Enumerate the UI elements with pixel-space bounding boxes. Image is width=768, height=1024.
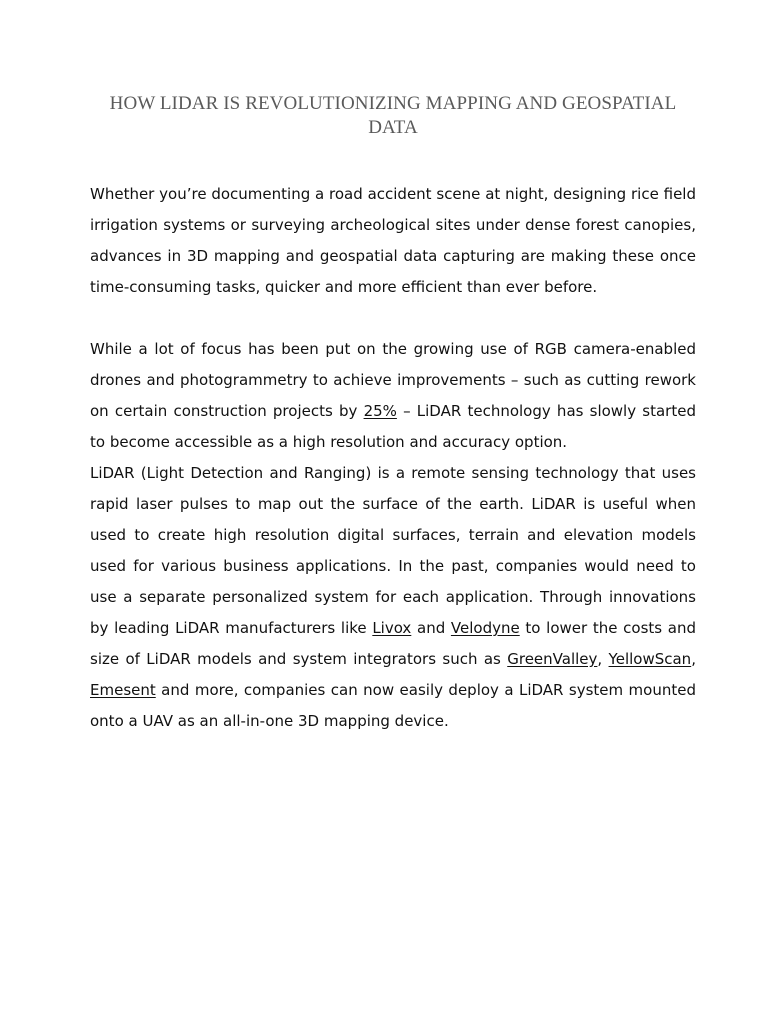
- link-emesent[interactable]: Emesent: [90, 681, 156, 699]
- document-page: [90, 92, 696, 737]
- paragraph-focus-text-a: While a lot of focus has been put on the growing use of RGB camera-enabled drones and photogrammetry to achieve improvements – such as cutting rework on certain construction projects by: [90, 340, 696, 420]
- document-title: HOW LIDAR IS REVOLUTIONIZING MAPPING AND GEOSPATIAL DATA: [109, 93, 677, 138]
- paragraph-lidar-text-f: and more, companies can now easily deploy a LiDAR system mounted onto a UAV as an all-in-one 3D mapping device.: [90, 681, 696, 730]
- paragraph-lidar-text-e: ,: [691, 650, 696, 668]
- paragraph-focus-text-b: – LiDAR technology has slowly started to become accessible as a high resolution and accuracy option.: [90, 402, 696, 451]
- paragraph-lidar-text-b: and: [411, 619, 451, 637]
- link-velodyne[interactable]: Velodyne: [450, 619, 520, 637]
- paragraph-lidar-text-a: LiDAR (Light Detection and Ranging) is a remote sensing technology that uses rapid laser pulses to map out the surface of the earth. LiDAR is useful when used to create high resolution digital surfaces, terrain and elevation models used for various business applications. In the past, companies would need to use a separate personalized system for each application. Through innovations by leading LiDAR manufacturers like: [90, 464, 696, 637]
- link-yellowscan[interactable]: YellowScan: [608, 650, 692, 668]
- paragraph-intro: Whether you’re documenting a road accident scene at night, designing rice field irrigation systems or surveying archeological sites under dense forest canopies, advances in 3D mapping and geospatial data capturing are making these once time-consuming tasks, quicker and more efficient than ever before.: [90, 185, 696, 296]
- link-greenvalley[interactable]: GreenValley: [507, 650, 598, 668]
- paragraph-focus: [90, 334, 696, 458]
- link-livox[interactable]: Livox: [372, 619, 412, 637]
- paragraph-lidar-text-c: to lower the costs and size of LiDAR models and system integrators such as: [90, 619, 696, 668]
- paragraph-lidar: [90, 458, 696, 737]
- link-25-percent[interactable]: 25%: [363, 402, 397, 420]
- paragraph-lidar-text-d: ,: [597, 650, 609, 668]
